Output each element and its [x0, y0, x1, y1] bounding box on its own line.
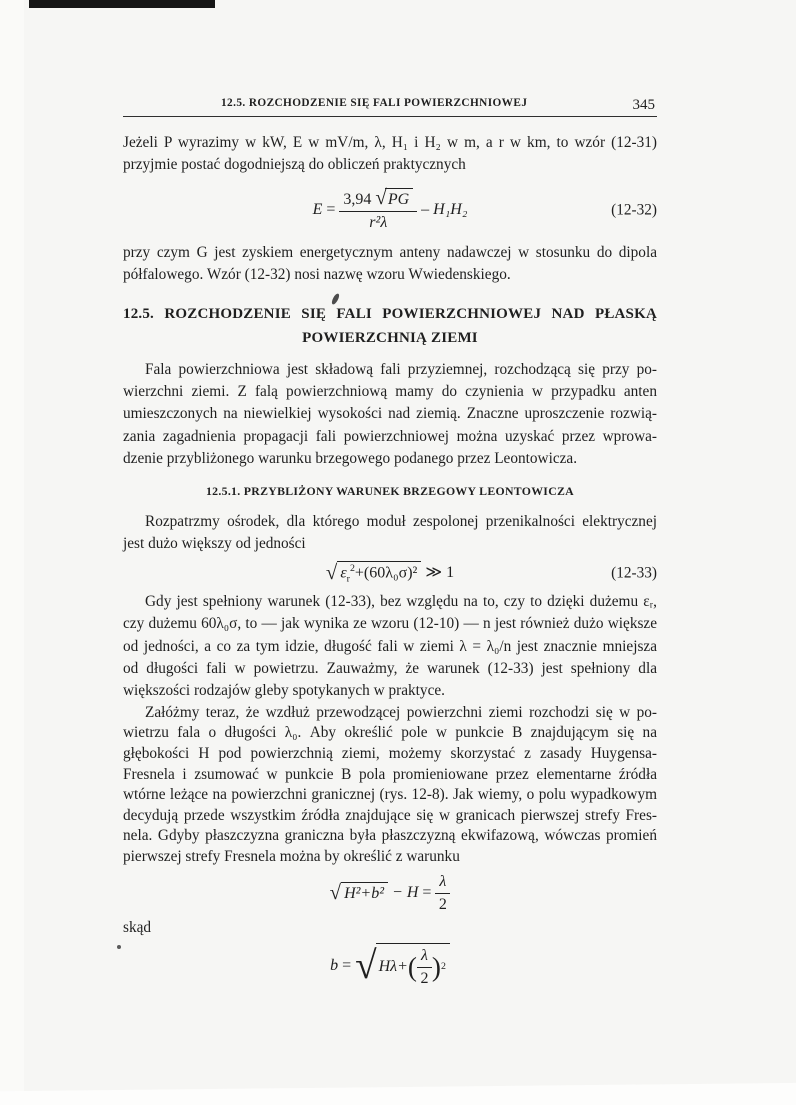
fraction: [417, 946, 432, 989]
eq-lhs: b: [330, 956, 339, 974]
epsilon: ε: [340, 564, 347, 582]
paragraph-rozpatrzmy: [123, 511, 657, 556]
paragraph-after-eq32: [123, 242, 657, 287]
page-left-margin: [0, 0, 24, 1105]
radicand: H²+b²: [341, 882, 388, 904]
denominator: 2: [420, 969, 429, 987]
text-line: Fresnela i zsumować w punkcie B pola promieniowane przez elementarne źródła: [123, 765, 657, 783]
text-line: nela. Gdyby płaszczyzna graniczna była płaszczyzną ekwifazową, wówczas promień: [123, 827, 657, 845]
open-paren: (: [407, 952, 417, 983]
page-bottom-edge: [0, 1083, 796, 1105]
page-number: 345: [632, 96, 655, 113]
minus-h-term: − H: [392, 884, 419, 902]
equation-fresnel-condition: [123, 872, 657, 915]
text-line: pierwszej strefy Fresnela można by określić z warunku: [123, 847, 460, 865]
radical-sign: √: [355, 944, 377, 988]
scanner-bar-artifact: [29, 0, 215, 8]
equals-sign: =: [422, 884, 432, 902]
text-line: decydują przede wszystkim źródła znajdujące się w granicach pierwszej strefy Fres-: [123, 806, 657, 824]
section-heading-line: POWIERZCHNIĄ ZIEMI: [302, 329, 478, 346]
dash-artifact: –: [421, 201, 430, 219]
fraction: [339, 185, 417, 233]
text-line: od długości fali w powietrzu. Zauważmy, że warunek (12-33) jest spełniony dla: [123, 660, 657, 677]
radicand: PG: [385, 188, 413, 210]
text-line: przyjmie postać dogodniejszą do obliczeń praktycznych: [123, 156, 466, 174]
equation-12-32: [123, 185, 657, 233]
relation: ≫ 1: [425, 564, 455, 582]
eq-lhs: E: [312, 201, 323, 219]
text-line: Gdy jest spełniony warunek (12-33), bez względu na to, czy to dzięki dużemu εᵣ,: [145, 592, 657, 610]
radicand: [337, 561, 421, 586]
radical-sign: √: [329, 880, 342, 904]
equation-fresnel-radius: [123, 943, 657, 989]
text-line: głębokości H pod powierzchnią ziemi, możemy skorzystać z zasady Huygensa-: [123, 745, 657, 762]
equation-label: (12-32): [611, 201, 657, 219]
page-content: [123, 97, 657, 989]
header-rule: [123, 116, 657, 117]
text-line: dzenie przybliżonego warunku brzegowego podanego przez Leontowicza.: [123, 450, 578, 468]
text-line: jest dużo większy od jedności: [123, 535, 306, 553]
coefficient: 3,94: [343, 190, 372, 208]
radicand-rest: +(60λ₀σ)²: [354, 564, 418, 582]
section-heading: [123, 302, 657, 350]
denominator: 2: [438, 895, 447, 913]
text-line: zania zagadnienia propagacji fali powierzchniowej można uzyskać przez wprowa-: [123, 427, 657, 445]
exponent: 2: [440, 961, 446, 973]
equation-12-33: [123, 561, 657, 586]
running-header: [123, 97, 657, 116]
radical-sign: √: [325, 560, 338, 584]
skad-label: skąd: [123, 918, 152, 936]
text-line: półfalowego. Wzór (12-32) nosi nazwę wzoru Wwiedenskiego.: [123, 266, 511, 284]
epsilon-subscript: r: [346, 573, 350, 585]
text-line: wietrzu fala o długości λ₀. Aby określić pole w punkcie B znajdującym się na: [123, 724, 657, 742]
text-line: Rozpatrzmy ośrodek, dla którego moduł zespolonej przenikalności elektrycznej: [145, 513, 657, 531]
denominator: r²λ: [369, 213, 388, 231]
text-line: od jedności, a co za tym idzie, długość fali w ziemi λ = λ₀/n jest znacznie mniejsza: [123, 637, 657, 655]
paragraph-zalozmy: [123, 703, 657, 868]
term: Hλ+: [378, 958, 408, 976]
epsilon-superscript: 2: [349, 562, 355, 574]
subsection-heading: 12.5.1. PRZYBLIŻONY WARUNEK BRZEGOWY LEONTOWICZA: [205, 483, 575, 498]
paragraph-intro: [123, 132, 657, 177]
radical-sign: √: [375, 185, 387, 209]
equation-label: (12-33): [611, 564, 657, 582]
radicand: [376, 943, 450, 989]
text-line: Jeżeli P wyrazimy w kW, E w mV/m, λ, H₁ i H₂ w m, a r w km, to wzór (12-31): [123, 134, 657, 151]
close-paren: ): [431, 952, 441, 983]
numerator: λ: [417, 946, 432, 968]
text-line: Fala powierzchniowa jest składową fali przyziemnej, rozchodzącą się przy po-: [145, 360, 657, 378]
section-heading-line: 12.5. ROZCHODZENIE SIĘ FALI POWIERZCHNIOWEJ NAD PŁASKĄ: [123, 305, 657, 322]
height-product: H₁H₂: [433, 201, 468, 219]
ink-dot-artifact: [117, 945, 121, 949]
paragraph-gdy: [123, 591, 657, 703]
fraction: [435, 872, 450, 915]
equals-sign: =: [326, 201, 336, 219]
text-line: przy czym G jest zyskiem energetycznym anteny nadawczej w stosunku do dipola: [123, 243, 657, 261]
text-line: Załóżmy teraz, że wzdłuż przewodzącej powierzchni ziemi rozchodzi się w po-: [145, 703, 657, 721]
numerator: λ: [435, 872, 450, 894]
text-line: czy dużemu 60λ₀σ, to — jak wynika ze wzoru (12-10) — n jest również dużo większe: [123, 615, 657, 633]
text-line: wierzchni ziemi. Z falą powierzchniową mamy do czynienia w przypadku anten: [123, 383, 657, 401]
paragraph-fala: [123, 359, 657, 471]
running-title: 12.5. ROZCHODZENIE SIĘ FALI POWIERZCHNIOWEJ: [221, 96, 528, 109]
equals-sign: =: [342, 956, 352, 974]
text-line: większości rodzajów gleby spotykanych w praktyce.: [123, 682, 445, 700]
text-line: umieszczonych na niewielkiej wysokości nad ziemią. Znaczne uproszczenie rozwią-: [123, 405, 657, 423]
text-line: wtórne leżące na powierzchni granicznej (rys. 12-8). Jak wiemy, o polu wypadkowym: [123, 786, 657, 804]
